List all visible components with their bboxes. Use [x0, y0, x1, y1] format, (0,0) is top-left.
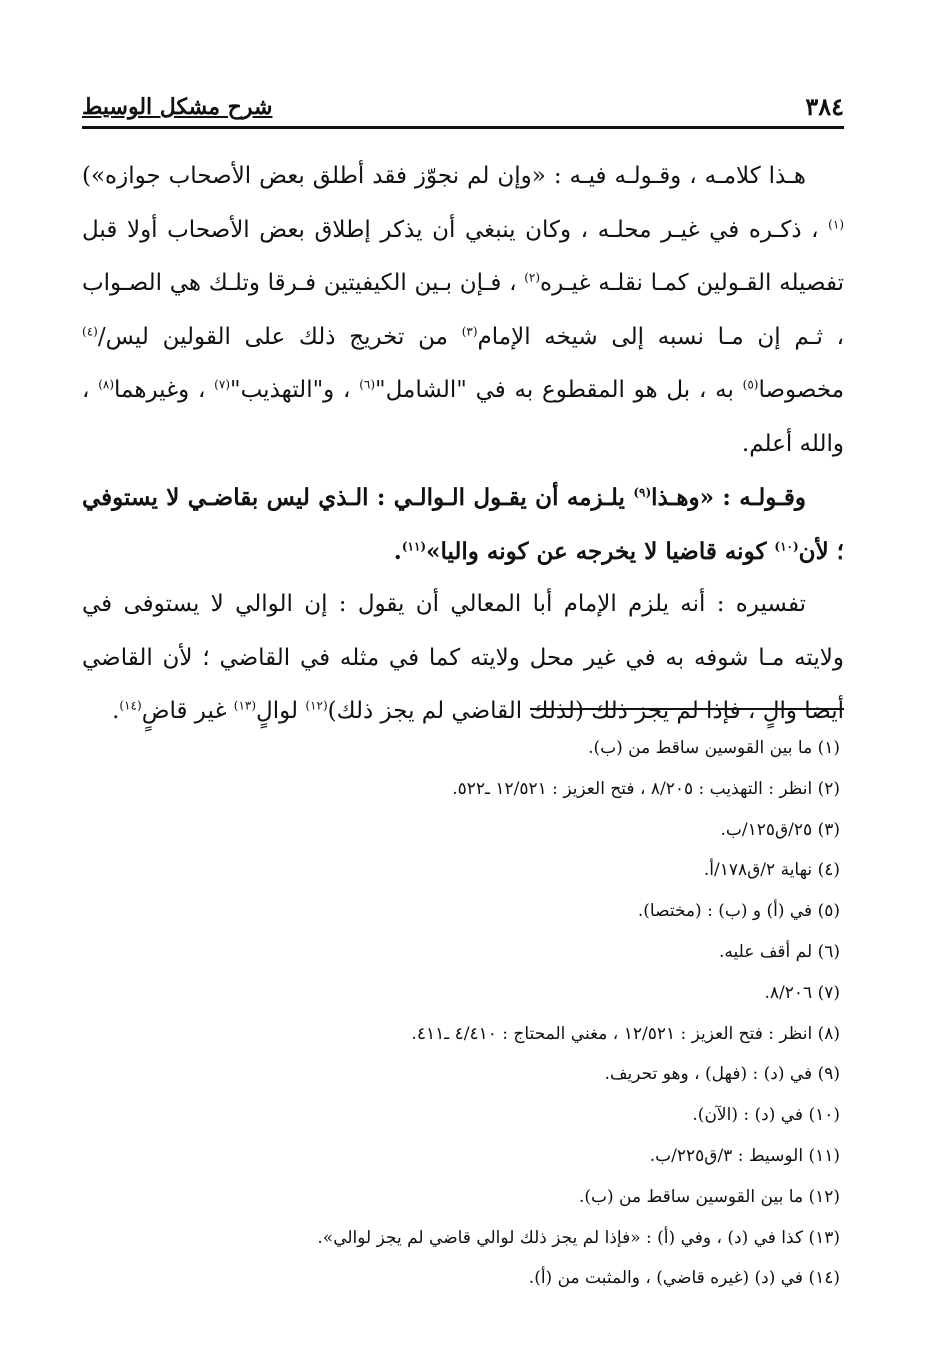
quoted-paragraph: وقـولـه : «وهـذا$^{(٩)}$ يلـزمه أن يقـول الـوالـي : الـذي ليس بقاضـي لا يستوفي ؛ لأن$^{(١٠)}$ كونه قاضيا لا يخرجه عن كونه واليا»$^{(١١)}$.: [82, 484, 844, 565]
footnote: (١٢) ما بين القوسين ساقط من (ب).: [578, 1186, 840, 1207]
page-header: [82, 92, 844, 129]
footnote-marker: (٨): [98, 377, 115, 392]
page-number: ٣٨٤: [805, 92, 844, 121]
footnote-marker: (١٤): [119, 698, 142, 713]
footnote: (١٣) كذا في (د) ، وفي (أ) : «فإذا لم يجز ذلك لوالي قاضي لم يجز لوالي».: [317, 1227, 840, 1248]
footnote: (٢) انظر : التهذيب : ٨/٢٠٥ ، فتح العزيز : ١٢/٥٢١ ـ٥٢٢.: [452, 778, 840, 799]
footnote: (٤) نهاية ٢/ق١٧٨/أ.: [703, 860, 840, 881]
footnote-separator: [530, 708, 844, 710]
footnote-marker: (١٠): [774, 538, 799, 553]
footnotes: [82, 728, 840, 1299]
running-title: شرح مشكل الوسيط: [82, 94, 273, 120]
footnote-marker: (١٣): [233, 698, 257, 713]
footnote-marker: (٥): [742, 377, 759, 392]
footnote: (٧) ٨/٢٠٦.: [764, 982, 840, 1003]
footnote-marker: (٣): [461, 323, 478, 338]
footnote-marker: (١): [828, 216, 844, 231]
footnote: (٨) انظر : فتح العزيز : ١٢/٥٢١ ، مغني المحتاج : ٤/٤١٠ ـ٤١١.: [411, 1023, 840, 1044]
footnote: (٥) في (أ) و (ب) : (مختصا).: [637, 901, 840, 922]
footnote: (١٠) في (د) : (الآن).: [692, 1105, 840, 1126]
footnote: (١٤) في (د) (غيره قاضي) ، والمثبت من (أ).: [528, 1268, 840, 1289]
footnote: (٩) في (د) : (فهل) ، وهو تحريف.: [604, 1064, 840, 1085]
footnote: (١) ما بين القوسين ساقط من (ب).: [588, 738, 840, 758]
footnote: (٣) ٢٥/ق١٢٥/ب.: [720, 819, 840, 840]
footnote-marker: (٢): [524, 270, 541, 285]
footnote-marker: (١١): [401, 538, 427, 553]
paragraph: هـذا كلامـه ، وقـولـه فيـه : «وإن لم نجوّز فقد أطلق بعض الأصحاب جوازه»)$^{(١)}$ ، ذكـره في غيـر محلـه ، وكان ينبغي أن يذكر إطلاق بعض الأصحاب أولا قبل تفصيله القـولين كمـا نقلـه غيـره$^{(٢)}$ ، فـإن بـين الكيفيتين فـرقا وتلـك هي الصـواب ، ثـم إن مـا نسبه إلى شيخه الإمام$^{(٣)}$ من تخريج ذلك على القولين ليس/$^{(٤)}$ مخصوصا$^{(٥)}$ به ، بل هو المقطوع به في "الشامل"$^{(٦)}$ ، و"التهذيب"$^{(٧)}$ ، وغيرهما$^{(٨)}$ ، والله أعلم.: [82, 163, 845, 457]
paragraph: تفسيره : أنه يلزم الإمام أبا المعالي أن يقول : إن الوالي لا يستوفى في ولايته مـا شوفه به في غير محل ولايته كما في مثله في القاضي ؛ لأن القاضي أيضا والٍ ، فإذا لم يجز ذلك (لذلك القاضي لم يجز ذلك)$^{(١٢)}$ لوالٍ$^{(١٣)}$ غير قاضٍ$^{(١٤)}$.: [82, 591, 844, 724]
footnote-marker: (٤): [82, 323, 98, 338]
footnote-marker: (٧): [214, 377, 230, 392]
main-text: [82, 150, 844, 739]
footnote: (٦) لم أقف عليه.: [719, 941, 840, 962]
footnote: (١١) الوسيط : ٣/ق٢٢٥/ب.: [649, 1145, 840, 1166]
footnote-marker: (١٢): [305, 698, 328, 713]
footnote-marker: (٩): [633, 485, 652, 500]
footnote-marker: (٦): [359, 377, 376, 392]
